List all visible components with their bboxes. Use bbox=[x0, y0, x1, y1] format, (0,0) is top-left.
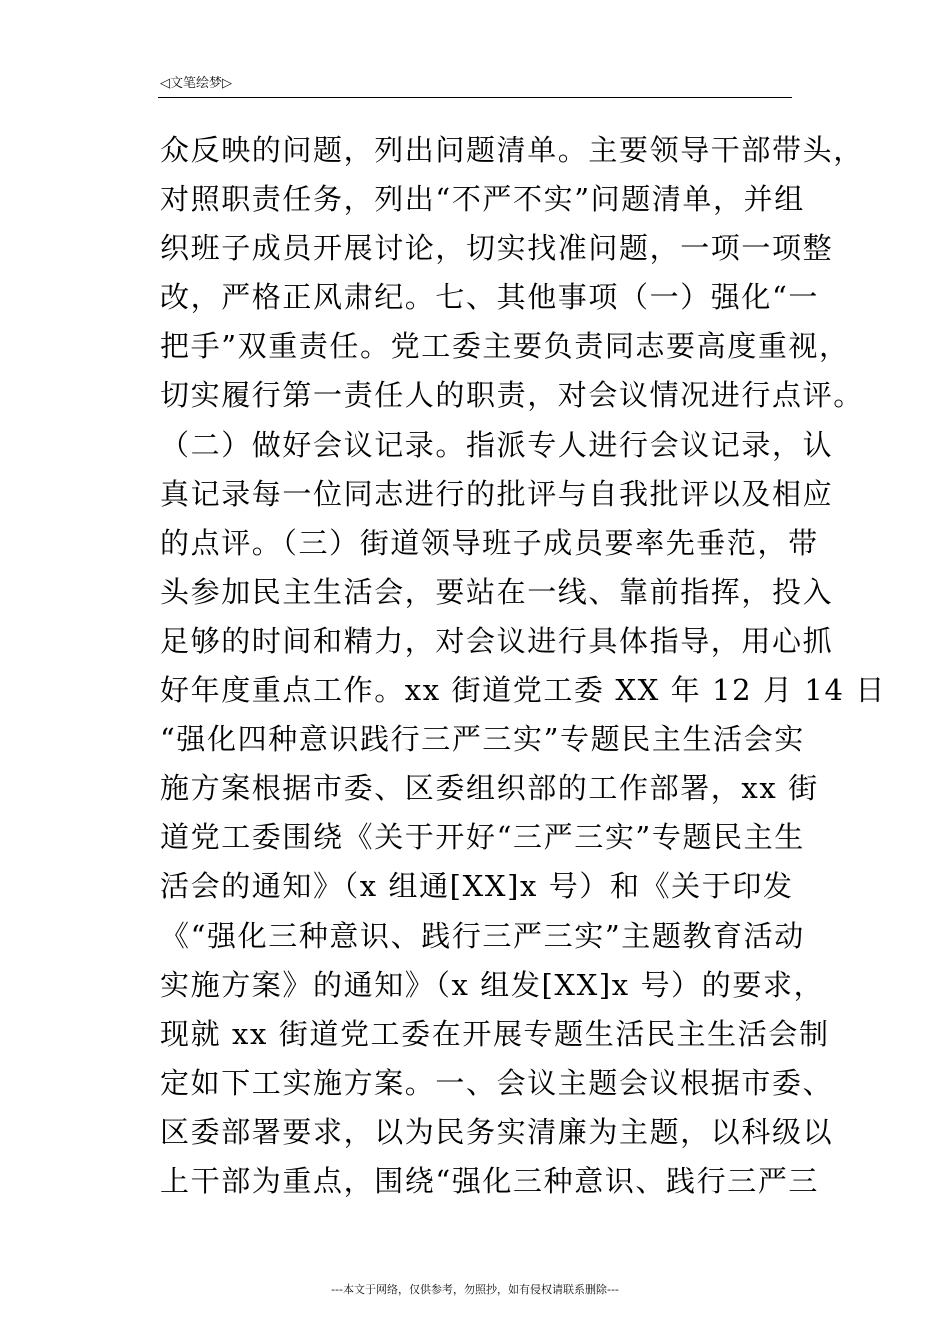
body-line: 道党工委围绕《关于开好“三严三实”专题民主生 bbox=[160, 820, 805, 855]
document-body bbox=[160, 126, 886, 1206]
body-line: 真记录每一位同志进行的批评与自我批评以及相应 bbox=[160, 476, 834, 511]
body-line: 足够的时间和精力，对会议进行具体指导，用心抓 bbox=[160, 623, 834, 658]
body-line: 改，严格正风肃纪。七、其他事项（一）强化“一 bbox=[160, 280, 820, 315]
body-line: （二）做好会议记录。指派专人进行会议记录，认 bbox=[160, 427, 834, 462]
body-line: 好年度重点工作。xx 街道党工委 XX 年 12 月 14 日 bbox=[160, 673, 886, 708]
header-logo-text: ◁文笔绘梦▷ bbox=[160, 76, 232, 91]
body-line: 对照职责任务，列出“不严不实”问题清单，并组 bbox=[160, 182, 805, 217]
body-line: 活会的通知》（x 组通[XX]x 号）和《关于印发 bbox=[160, 869, 794, 904]
body-line: 区委部署要求，以为民务实清廉为主题，以科级以 bbox=[160, 1114, 834, 1149]
body-line: 现就 xx 街道党工委在开展专题生活民主生活会制 bbox=[160, 1016, 830, 1051]
body-line: “强化四种意识践行三严三实”专题民主生活会实 bbox=[160, 722, 805, 757]
body-line: 众反映的问题，列出问题清单。主要领导干部带头， bbox=[160, 133, 864, 167]
body-line: 织班子成员开展讨论，切实找准问题，一项一项整 bbox=[160, 231, 834, 266]
body-line: 《“强化三种意识、践行三严三实”主题教育活动 bbox=[160, 918, 805, 953]
body-line: 上干部为重点，围绕“强化三种意识、践行三严三 bbox=[160, 1163, 820, 1198]
body-line: 定如下工实施方案。一、会议主题会议根据市委、 bbox=[160, 1065, 834, 1100]
body-line: 的点评。（三）街道领导班子成员要率先垂范，带 bbox=[160, 525, 819, 560]
page-footer-disclaimer: ---本文于网络，仅供参考，勿照抄，如有侵权请联系删除--- bbox=[331, 1283, 619, 1296]
body-line: 头参加民主生活会，要站在一线、靠前指挥，投入 bbox=[160, 574, 834, 609]
page-header bbox=[160, 74, 792, 96]
body-line: 施方案根据市委、区委组织部的工作部署，xx 街 bbox=[160, 771, 819, 806]
body-line: 实施方案》的通知》（x 组发[XX]x 号）的要求， bbox=[160, 967, 825, 1002]
body-line: 切实履行第一责任人的职责，对会议情况进行点评。 bbox=[160, 378, 864, 413]
header-divider bbox=[158, 97, 792, 98]
body-line: 把手”双重责任。党工委主要负责同志要高度重视， bbox=[160, 329, 850, 364]
